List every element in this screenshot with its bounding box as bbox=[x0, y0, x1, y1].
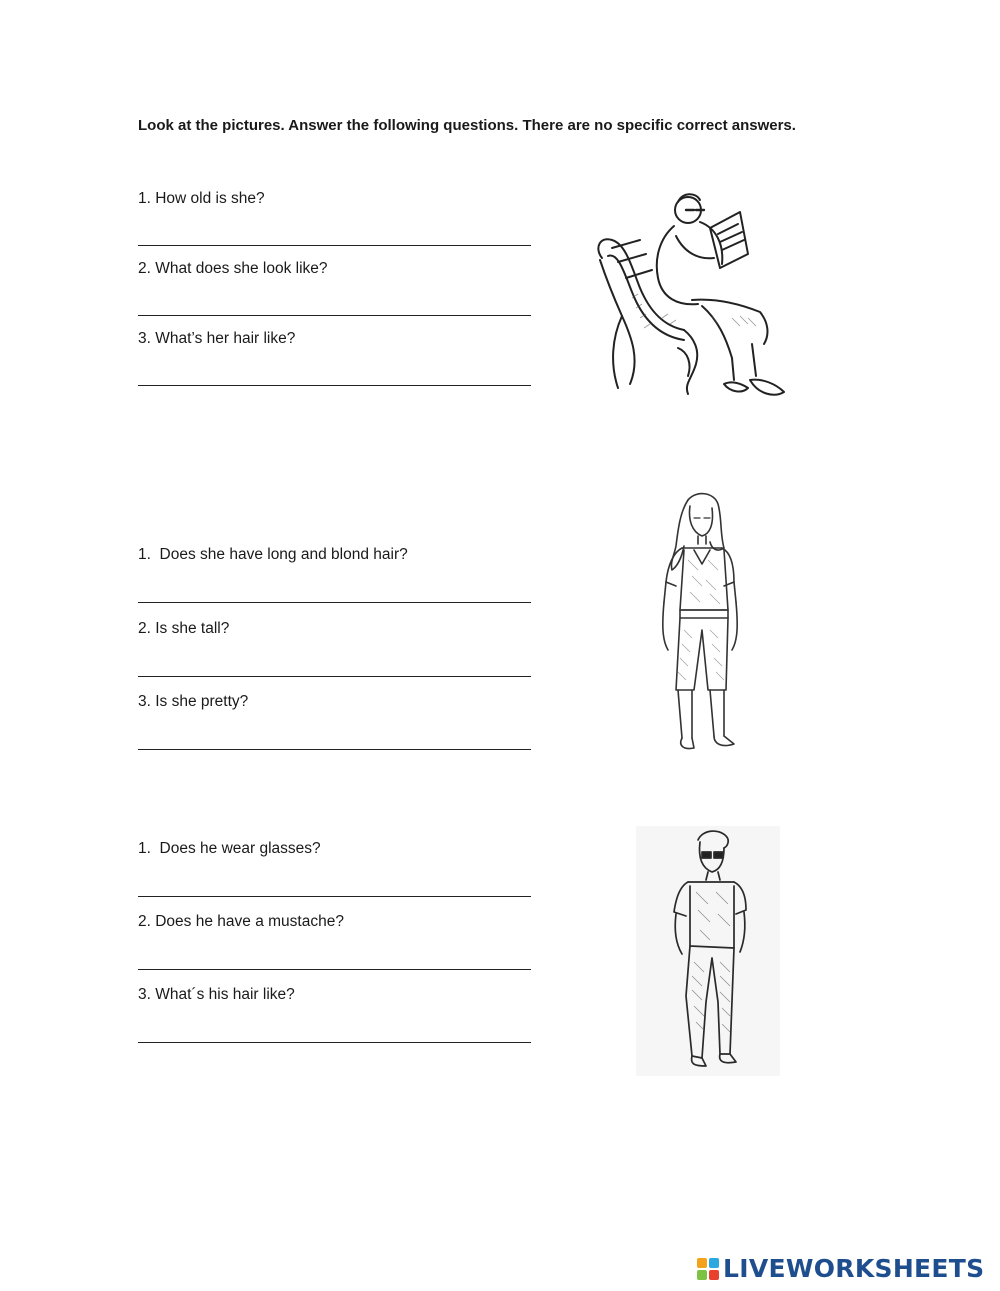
logo-block bbox=[697, 1270, 707, 1280]
logo-block bbox=[709, 1258, 719, 1268]
answer-field-1-3[interactable] bbox=[138, 363, 531, 386]
instructions-heading: Look at the pictures. Answer the following questions. There are no specific correct answers. bbox=[138, 117, 796, 134]
question-3-1: 1. Does he wear glasses? bbox=[138, 840, 321, 857]
liveworksheets-logo[interactable] bbox=[697, 1254, 984, 1283]
logo-text: LIVEWORKSHEETS bbox=[723, 1254, 985, 1283]
answer-field-3-1[interactable] bbox=[138, 874, 531, 897]
answer-field-2-3[interactable] bbox=[138, 727, 531, 750]
elderly-woman-reading-on-bench-illustration bbox=[592, 188, 790, 406]
logo-block bbox=[697, 1258, 707, 1268]
question-1-2: 2. What does she look like? bbox=[138, 260, 328, 277]
answer-field-1-2[interactable] bbox=[138, 293, 531, 316]
logo-block bbox=[709, 1270, 719, 1280]
question-2-1: 1. Does she have long and blond hair? bbox=[138, 546, 408, 563]
young-man-sunglasses-walking-illustration bbox=[636, 826, 780, 1076]
answer-field-1-1[interactable] bbox=[138, 223, 531, 246]
question-1-3: 3. What’s her hair like? bbox=[138, 330, 296, 347]
question-3-3: 3. What´s his hair like? bbox=[138, 986, 295, 1003]
answer-field-2-1[interactable] bbox=[138, 580, 531, 603]
answer-field-3-3[interactable] bbox=[138, 1020, 531, 1043]
answer-field-3-2[interactable] bbox=[138, 947, 531, 970]
question-2-2: 2. Is she tall? bbox=[138, 620, 230, 637]
answer-field-2-2[interactable] bbox=[138, 654, 531, 677]
question-1-1: 1. How old is she? bbox=[138, 190, 265, 207]
question-3-2: 2. Does he have a mustache? bbox=[138, 913, 344, 930]
young-woman-long-hair-illustration bbox=[648, 490, 754, 760]
logo-blocks-icon bbox=[697, 1258, 719, 1280]
question-2-3: 3. Is she pretty? bbox=[138, 693, 249, 710]
